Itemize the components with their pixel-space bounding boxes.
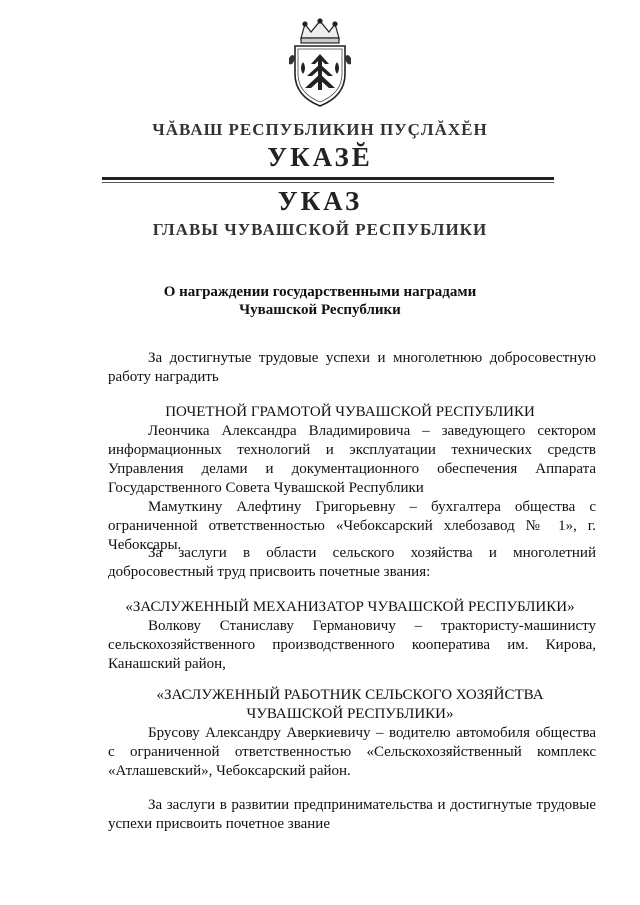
award3-heading xyxy=(90,686,610,724)
award1-heading: ПОЧЕТНОЙ ГРАМОТОЙ ЧУВАШСКОЙ РЕСПУБЛИКИ xyxy=(165,404,535,420)
award3-heading-line2: ЧУВАШСКОЙ РЕСПУБЛИКИ» xyxy=(246,706,454,722)
document-title-line1: О награждении государственными наградами xyxy=(163,284,477,300)
document-title xyxy=(0,283,640,319)
award1-person2: Мамуткину Алефтину Григорьевну – бухгалтера общества с ограниченной ответственностью «Чебоксарский хлебозавод № 1», г. Чебоксары. xyxy=(108,499,596,553)
header-chuvash-title: ЧĂВАШ РЕСПУБЛИКИН ПУҪЛĂХĔН xyxy=(152,120,488,139)
header-divider-thick xyxy=(102,177,554,180)
header-glavy-title: ГЛАВЫ ЧУВАШСКОЙ РЕСПУБЛИКИ xyxy=(152,220,488,239)
award2-heading: «ЗАСЛУЖЕННЫЙ МЕХАНИЗАТОР ЧУВАШСКОЙ РЕСПУБЛИКИ» xyxy=(125,599,575,615)
header-divider-thin xyxy=(102,182,554,183)
document-title-line2: Чувашской Республики xyxy=(239,302,401,318)
header-ukaz: УКАЗ xyxy=(277,186,363,216)
award3-person: Брусову Александру Аверкиевичу – водителю автомобиля общества с ограниченной ответственностью «Сельскохозяйственный комплекс «Атлашевский», Чебоксарский район. xyxy=(108,725,596,779)
intro-paragraph: За достигнутые трудовые успехи и многолетнюю добросовестную работу наградить xyxy=(108,350,596,385)
header-ukaze: УКАЗĔ xyxy=(267,142,373,172)
intro3-paragraph: За заслуги в развитии предпринимательства и достигнутые трудовые успехи присвоить почетное звание xyxy=(108,797,596,832)
chuvash-republic-emblem-icon xyxy=(287,18,353,110)
award1-person1: Леончика Александра Владимировича – заведующего сектором информационных технологий и эксплуатации технических средств Управления делами и документационного обеспечения Аппарата Государственного Совета Чувашской Республики xyxy=(108,423,596,496)
intro2-paragraph: За заслуги в области сельского хозяйства и многолетний добросовестный труд присвоить почетные звания: xyxy=(108,545,596,580)
award2-person: Волкову Станиславу Германовичу – трактористу-машинисту сельскохозяйственного производственного кооператива им. Кирова, Канашский район, xyxy=(108,618,596,672)
award3-heading-line1: «ЗАСЛУЖЕННЫЙ РАБОТНИК СЕЛЬСКОГО ХОЗЯЙСТВА xyxy=(156,687,544,703)
